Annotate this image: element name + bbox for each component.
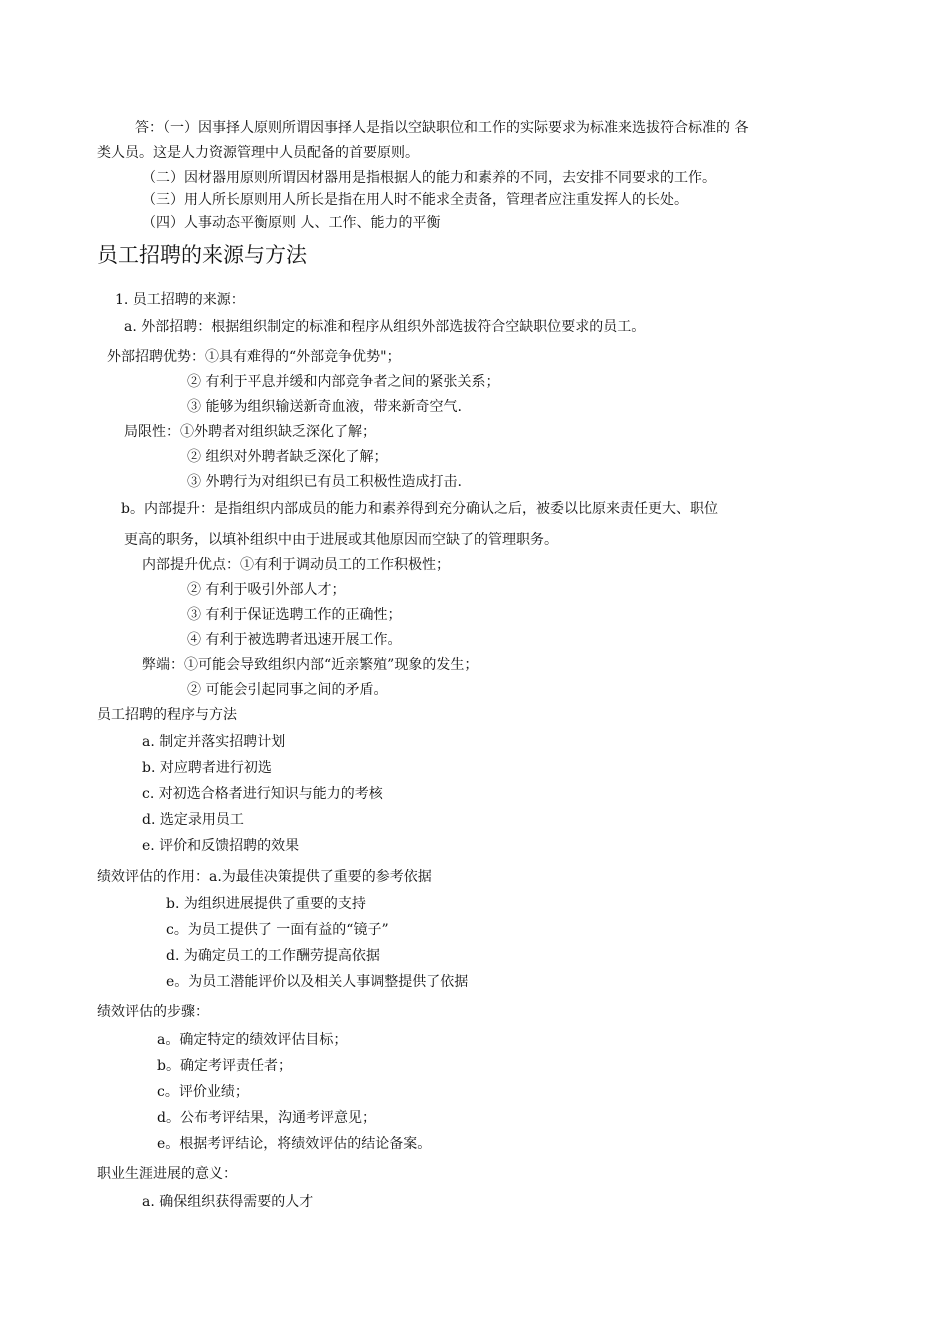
text-line: ④ 有利于被选聘者迅速开展工作。: [187, 632, 402, 648]
list-item: a. 确保组织获得需要的人才: [142, 1194, 314, 1210]
text-line: ③ 有利于保证选聘工作的正确性；: [187, 607, 402, 623]
list-item: e。根据考评结论，将绩效评估的结论备案。: [157, 1136, 432, 1152]
list-item: a。确定特定的绩效评估目标；: [157, 1032, 348, 1048]
section-heading: 员工招聘的来源与方法: [97, 243, 307, 267]
list-item: d. 为确定员工的工作酬劳提高依据: [166, 948, 380, 964]
text-line: a. 外部招聘：根据组织制定的标准和程序从组织外部选拔符合空缺职位要求的员工。: [124, 319, 646, 335]
text-line: ② 有利于吸引外部人才；: [187, 582, 346, 598]
list-item: c。评价业绩；: [157, 1084, 249, 1100]
list-item: e。为员工潜能评价以及相关人事调整提供了依据: [166, 974, 469, 990]
text-line: 弊端：①可能会导致组织内部“近亲繁殖”现象的发生；: [142, 657, 479, 673]
list-item: e. 评价和反馈招聘的效果: [142, 838, 300, 854]
text-line: 局限性：①外聘者对组织缺乏深化了解；: [124, 424, 376, 440]
text-line: （二）因材器用原则所谓因材器用是指根据人的能力和素养的不同，去安排不同要求的工作。: [142, 170, 716, 186]
text-line: ② 可能会引起同事之间的矛盾。: [187, 682, 388, 698]
text-line: ② 有利于平息并缓和内部竞争者之间的紧张关系；: [187, 374, 500, 390]
list-item: c。为员工提供了 一面有益的“镜子”: [166, 922, 389, 938]
list-item: b. 对应聘者进行初选: [142, 760, 272, 776]
subsection-title: 职业生涯进展的意义：: [97, 1166, 237, 1182]
text-line: 更高的职务，以填补组织中由于进展或其他原因而空缺了的管理职务。: [124, 532, 558, 548]
text-line: （四）人事动态平衡原则 人、工作、能力的平衡: [142, 215, 441, 231]
list-item: c. 对初选合格者进行知识与能力的考核: [142, 786, 383, 802]
list-item: b。确定考评责任者；: [157, 1058, 292, 1074]
text-line: 类人员。这是人力资源管理中人员配备的首要原则。: [97, 145, 419, 161]
text-line: 答：（一）因事择人原则所谓因事择人是指以空缺职位和工作的实际要求为标准来选拔符合标准的 各: [135, 120, 749, 136]
list-item: b. 为组织进展提供了重要的支持: [166, 896, 366, 912]
text-line: b。内部提升：是指组织内部成员的能力和素养得到充分确认之后，被委以比原来责任更大、职位: [121, 501, 718, 517]
list-item: d. 选定录用员工: [142, 812, 244, 828]
subsection-title: 员工招聘的程序与方法: [97, 707, 237, 723]
text-line: ③ 外聘行为对组织已有员工积极性造成打击.: [187, 474, 462, 490]
text-line: （三）用人所长原则用人所长是指在用人时不能求全责备，管理者应注重发挥人的长处。: [142, 192, 688, 208]
list-item: a. 制定并落实招聘计划: [142, 734, 286, 750]
text-line: 内部提升优点：①有利于调动员工的工作积极性；: [142, 557, 450, 573]
subsection-title: 绩效评估的作用：a.为最佳决策提供了重要的参考依据: [97, 869, 432, 885]
text-line: 1. 员工招聘的来源：: [115, 292, 245, 308]
list-item: d。公布考评结果，沟通考评意见；: [157, 1110, 376, 1126]
text-line: 外部招聘优势：①具有难得的“外部竞争优势"；: [107, 349, 401, 365]
text-line: ② 组织对外聘者缺乏深化了解；: [187, 449, 388, 465]
subsection-title: 绩效评估的步骤：: [97, 1004, 209, 1020]
text-line: ③ 能够为组织输送新奇血液，带来新奇空气.: [187, 399, 462, 415]
